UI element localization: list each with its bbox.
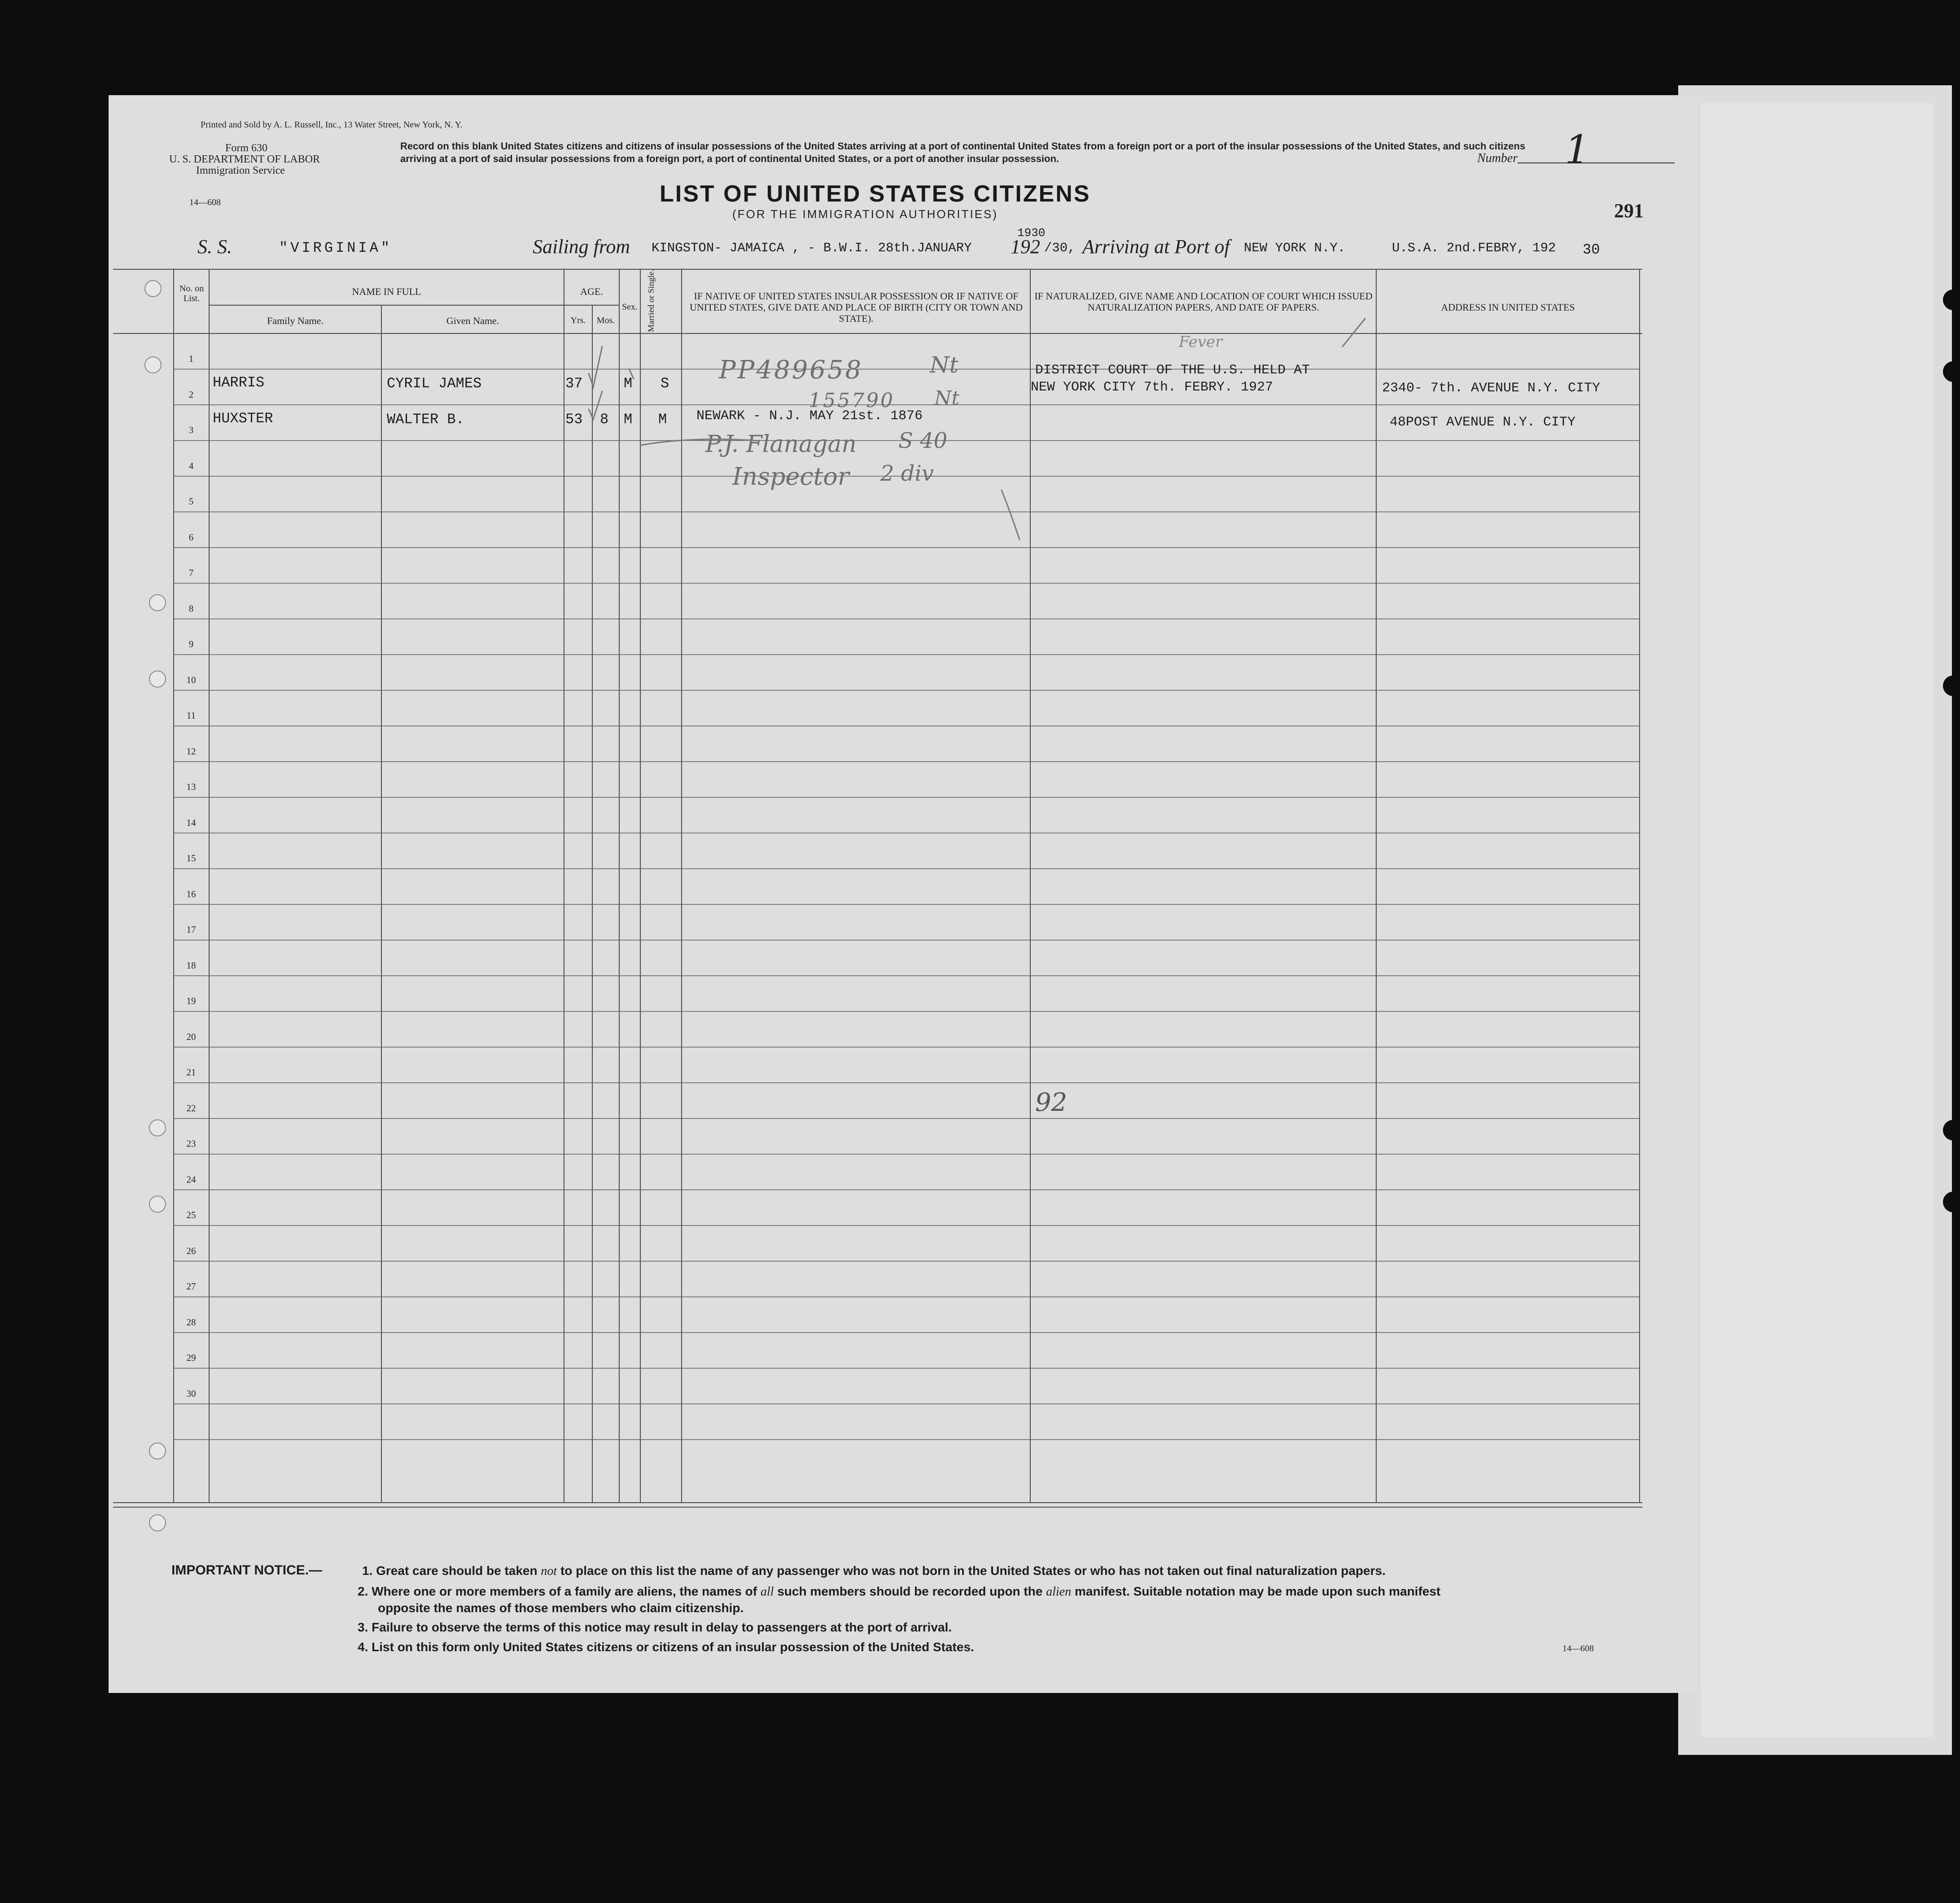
handwritten-center-mark: 92	[1035, 1088, 1068, 1117]
sailing-year: /30,	[1044, 241, 1076, 255]
row-number: 11	[186, 710, 196, 721]
arriving-date: U.S.A. 2nd.FEBRY, 192	[1392, 241, 1556, 255]
row-number: 25	[186, 1210, 196, 1220]
handwritten-passport-2-suffix: Nt	[934, 387, 960, 410]
notice-item-2	[358, 1584, 1440, 1599]
row-number: 1	[188, 353, 194, 364]
department: U. S. DEPARTMENT OF LABOR	[169, 153, 320, 165]
notice-item-2-mid: such members should be recorded upon the	[777, 1584, 1043, 1598]
row-number: 24	[186, 1174, 196, 1185]
instructions-text: Record on this blank United States citizens and citizens of insular possessions of the United States arriving at a port of continental United States from a foreign port or a port of the insular possessions of the United States, and such citizens arriving at a port of said insular possessions from a foreign port, a port of continental United States, or a port of another insular possession.	[400, 140, 1526, 164]
row-number: 7	[188, 567, 194, 578]
punch-hole	[72, 622, 92, 642]
punch-hole	[77, 1429, 98, 1450]
notice-item-1-emph: not	[541, 1564, 557, 1578]
sailing-label: Sailing from	[533, 236, 630, 258]
row2-age-yrs: 53	[565, 411, 583, 428]
arriving-year: 30	[1583, 241, 1600, 258]
notice-item-1	[362, 1564, 1386, 1579]
row-number: 9	[188, 639, 194, 649]
row2-birth: NEWARK - N.J. MAY 21st. 1876	[696, 408, 923, 424]
ship-name: "VIRGINIA"	[279, 240, 393, 256]
row2-sex: M	[624, 411, 633, 428]
col-header-name: NAME IN FULL	[352, 286, 421, 297]
punch-hole	[1943, 675, 1960, 696]
row2-age-mos: 8	[600, 411, 609, 428]
punch-hole	[1943, 289, 1960, 310]
check-mark-row1	[589, 346, 602, 387]
notice-item-2-line2: opposite the names of those members who claim citizenship.	[378, 1601, 744, 1615]
notice-item-2-emph2: alien	[1046, 1585, 1072, 1599]
row-number: 13	[186, 781, 196, 792]
punch-hole	[72, 675, 92, 696]
row-number: 22	[186, 1102, 196, 1114]
form-number: Form 630	[225, 142, 268, 154]
row1-sex: M	[624, 375, 633, 392]
handwritten-passport-1-suffix: Nt	[930, 352, 958, 378]
punch-hole	[77, 1501, 98, 1522]
notice-item-1-rest: to place on this list the name of any passenger who was not born in the United States or who has not taken out final naturalization papers.	[560, 1564, 1386, 1578]
col-header-no: No. on List.	[179, 284, 204, 303]
handwritten-inspector-code: S 40	[898, 428, 948, 453]
col-header-birth: IF NATIVE OF UNITED STATES INSULAR POSSESSION OR IF NATIVE OF UNITED STATES, GIVE DATE AND PLACE OF BIRTH (CITY OR TOWN AND STATE).	[689, 290, 1023, 324]
row-number: 29	[186, 1352, 196, 1363]
row-number: 28	[186, 1316, 196, 1328]
page-number: 291	[1614, 200, 1644, 222]
punch-hole	[1943, 361, 1960, 382]
notice-item-2-emph: all	[760, 1585, 774, 1599]
row1-married: S	[661, 375, 669, 392]
number-label: Number	[1477, 151, 1518, 165]
handwritten-inspector-name: P.J. Flanagan	[705, 431, 857, 458]
row-number: 18	[186, 960, 196, 971]
col-header-age: AGE.	[580, 286, 603, 297]
row-number: 27	[186, 1281, 196, 1292]
printer-line: Printed and Sold by A. L. Russell, Inc., 13 Water Street, New York, N. Y.	[201, 120, 463, 130]
notice-item-2-prefix: 2. Where one or more members of a family are aliens, the names of	[358, 1584, 757, 1598]
row2-given-name: WALTER B.	[387, 411, 464, 428]
form-sheet	[109, 95, 1697, 1693]
row1-naturalized-1: DISTRICT COURT OF THE U.S. HELD AT	[1035, 363, 1310, 378]
row2-address: 48POST AVENUE N.Y. CITY	[1390, 415, 1576, 430]
col-header-given: Given Name.	[446, 315, 499, 326]
row-number: 4	[188, 460, 194, 471]
punch-hole	[1943, 1120, 1960, 1140]
handwritten-inspector-label: Inspector	[732, 462, 849, 491]
sailing-year-written: 1930	[1017, 226, 1046, 240]
page-subtitle: (FOR THE IMMIGRATION AUTHORITIES)	[732, 207, 998, 221]
handwritten-inspector-division: 2 div	[880, 461, 934, 486]
punch-hole	[72, 289, 92, 310]
row1-given-name: CYRIL JAMES	[387, 375, 482, 392]
row-number: 20	[186, 1031, 196, 1042]
ss-label: S. S.	[197, 236, 232, 258]
pencil-marks	[109, 95, 1697, 1693]
col-header-address: ADDRESS IN UNITED STATES	[1441, 302, 1575, 313]
row1-family-name: HARRIS	[213, 374, 265, 391]
row-number: 19	[186, 995, 196, 1006]
row-number: 5	[188, 496, 194, 507]
notice-heading: IMPORTANT NOTICE.—	[171, 1563, 323, 1578]
row1-age-yrs: 37	[565, 375, 583, 392]
row-number: 16	[186, 888, 196, 899]
row-number: 30	[186, 1388, 196, 1399]
arriving-port: NEW YORK N.Y.	[1244, 241, 1346, 255]
row-number: 23	[186, 1138, 196, 1149]
sailing-year-printed: 192	[1011, 236, 1040, 258]
punch-hole	[1943, 1192, 1960, 1212]
row1-address: 2340- 7th. AVENUE N.Y. CITY	[1382, 381, 1601, 396]
row2-family-name: HUXSTER	[213, 410, 273, 427]
row-number: 14	[186, 817, 196, 828]
row-number: 3	[188, 425, 194, 435]
row-number: 26	[186, 1245, 196, 1256]
back-sheet-inner	[1701, 103, 1934, 1737]
row-number: 12	[186, 745, 196, 757]
row1-naturalized-2: NEW YORK CITY 7th. FEBRY. 1927	[1031, 380, 1273, 395]
row-number: 6	[188, 531, 194, 543]
notice-item-2-rest: manifest. Suitable notation may be made upon such manifest	[1075, 1584, 1441, 1598]
row2-married: M	[658, 411, 667, 428]
service: Immigration Service	[196, 165, 285, 176]
form-code: 14—608	[189, 197, 221, 207]
number-value: 1	[1565, 127, 1590, 173]
col-header-yrs: Yrs.	[570, 316, 586, 325]
punch-hole	[77, 1192, 98, 1212]
footer-code: 14—608	[1562, 1644, 1594, 1653]
row-number: 21	[186, 1067, 196, 1078]
row-number: 17	[186, 924, 196, 935]
row-number: 15	[186, 853, 196, 864]
col-header-sex: Sex.	[622, 302, 638, 312]
col-header-naturalized: IF NATURALIZED, GIVE NAME AND LOCATION OF COURT WHICH ISSUED NATURALIZATION PAPERS, AND DATE OF PAPERS.	[1034, 290, 1373, 313]
notice-item-4: 4. List on this form only United States citizens or citizens of an insular possession of the United States.	[358, 1640, 974, 1654]
page-title: LIST OF UNITED STATES CITIZENS	[660, 181, 1091, 207]
check-mark-row2	[589, 391, 602, 419]
handwritten-scribble: Fever	[1179, 333, 1223, 351]
notice-item-1-prefix: 1. Great care should be taken	[362, 1564, 538, 1578]
punch-hole	[77, 1120, 98, 1140]
sailing-from: KINGSTON- JAMAICA , - B.W.I. 28th.JANUARY	[652, 241, 972, 255]
col-header-family: Family Name.	[267, 315, 324, 326]
notice-item-3: 3. Failure to observe the terms of this notice may result in delay to passengers at the port of arrival.	[358, 1620, 952, 1634]
handwritten-passport-2: 155790	[809, 389, 895, 412]
row-number: 2	[188, 389, 194, 400]
row-number: 8	[188, 603, 194, 614]
handwritten-passport-1: PP489658	[719, 355, 863, 385]
row-number: 10	[186, 674, 196, 685]
col-header-mos: Mos.	[596, 316, 615, 325]
arriving-label: Arriving at Port of	[1082, 236, 1230, 258]
col-header-married: Married or Single.	[647, 269, 656, 332]
